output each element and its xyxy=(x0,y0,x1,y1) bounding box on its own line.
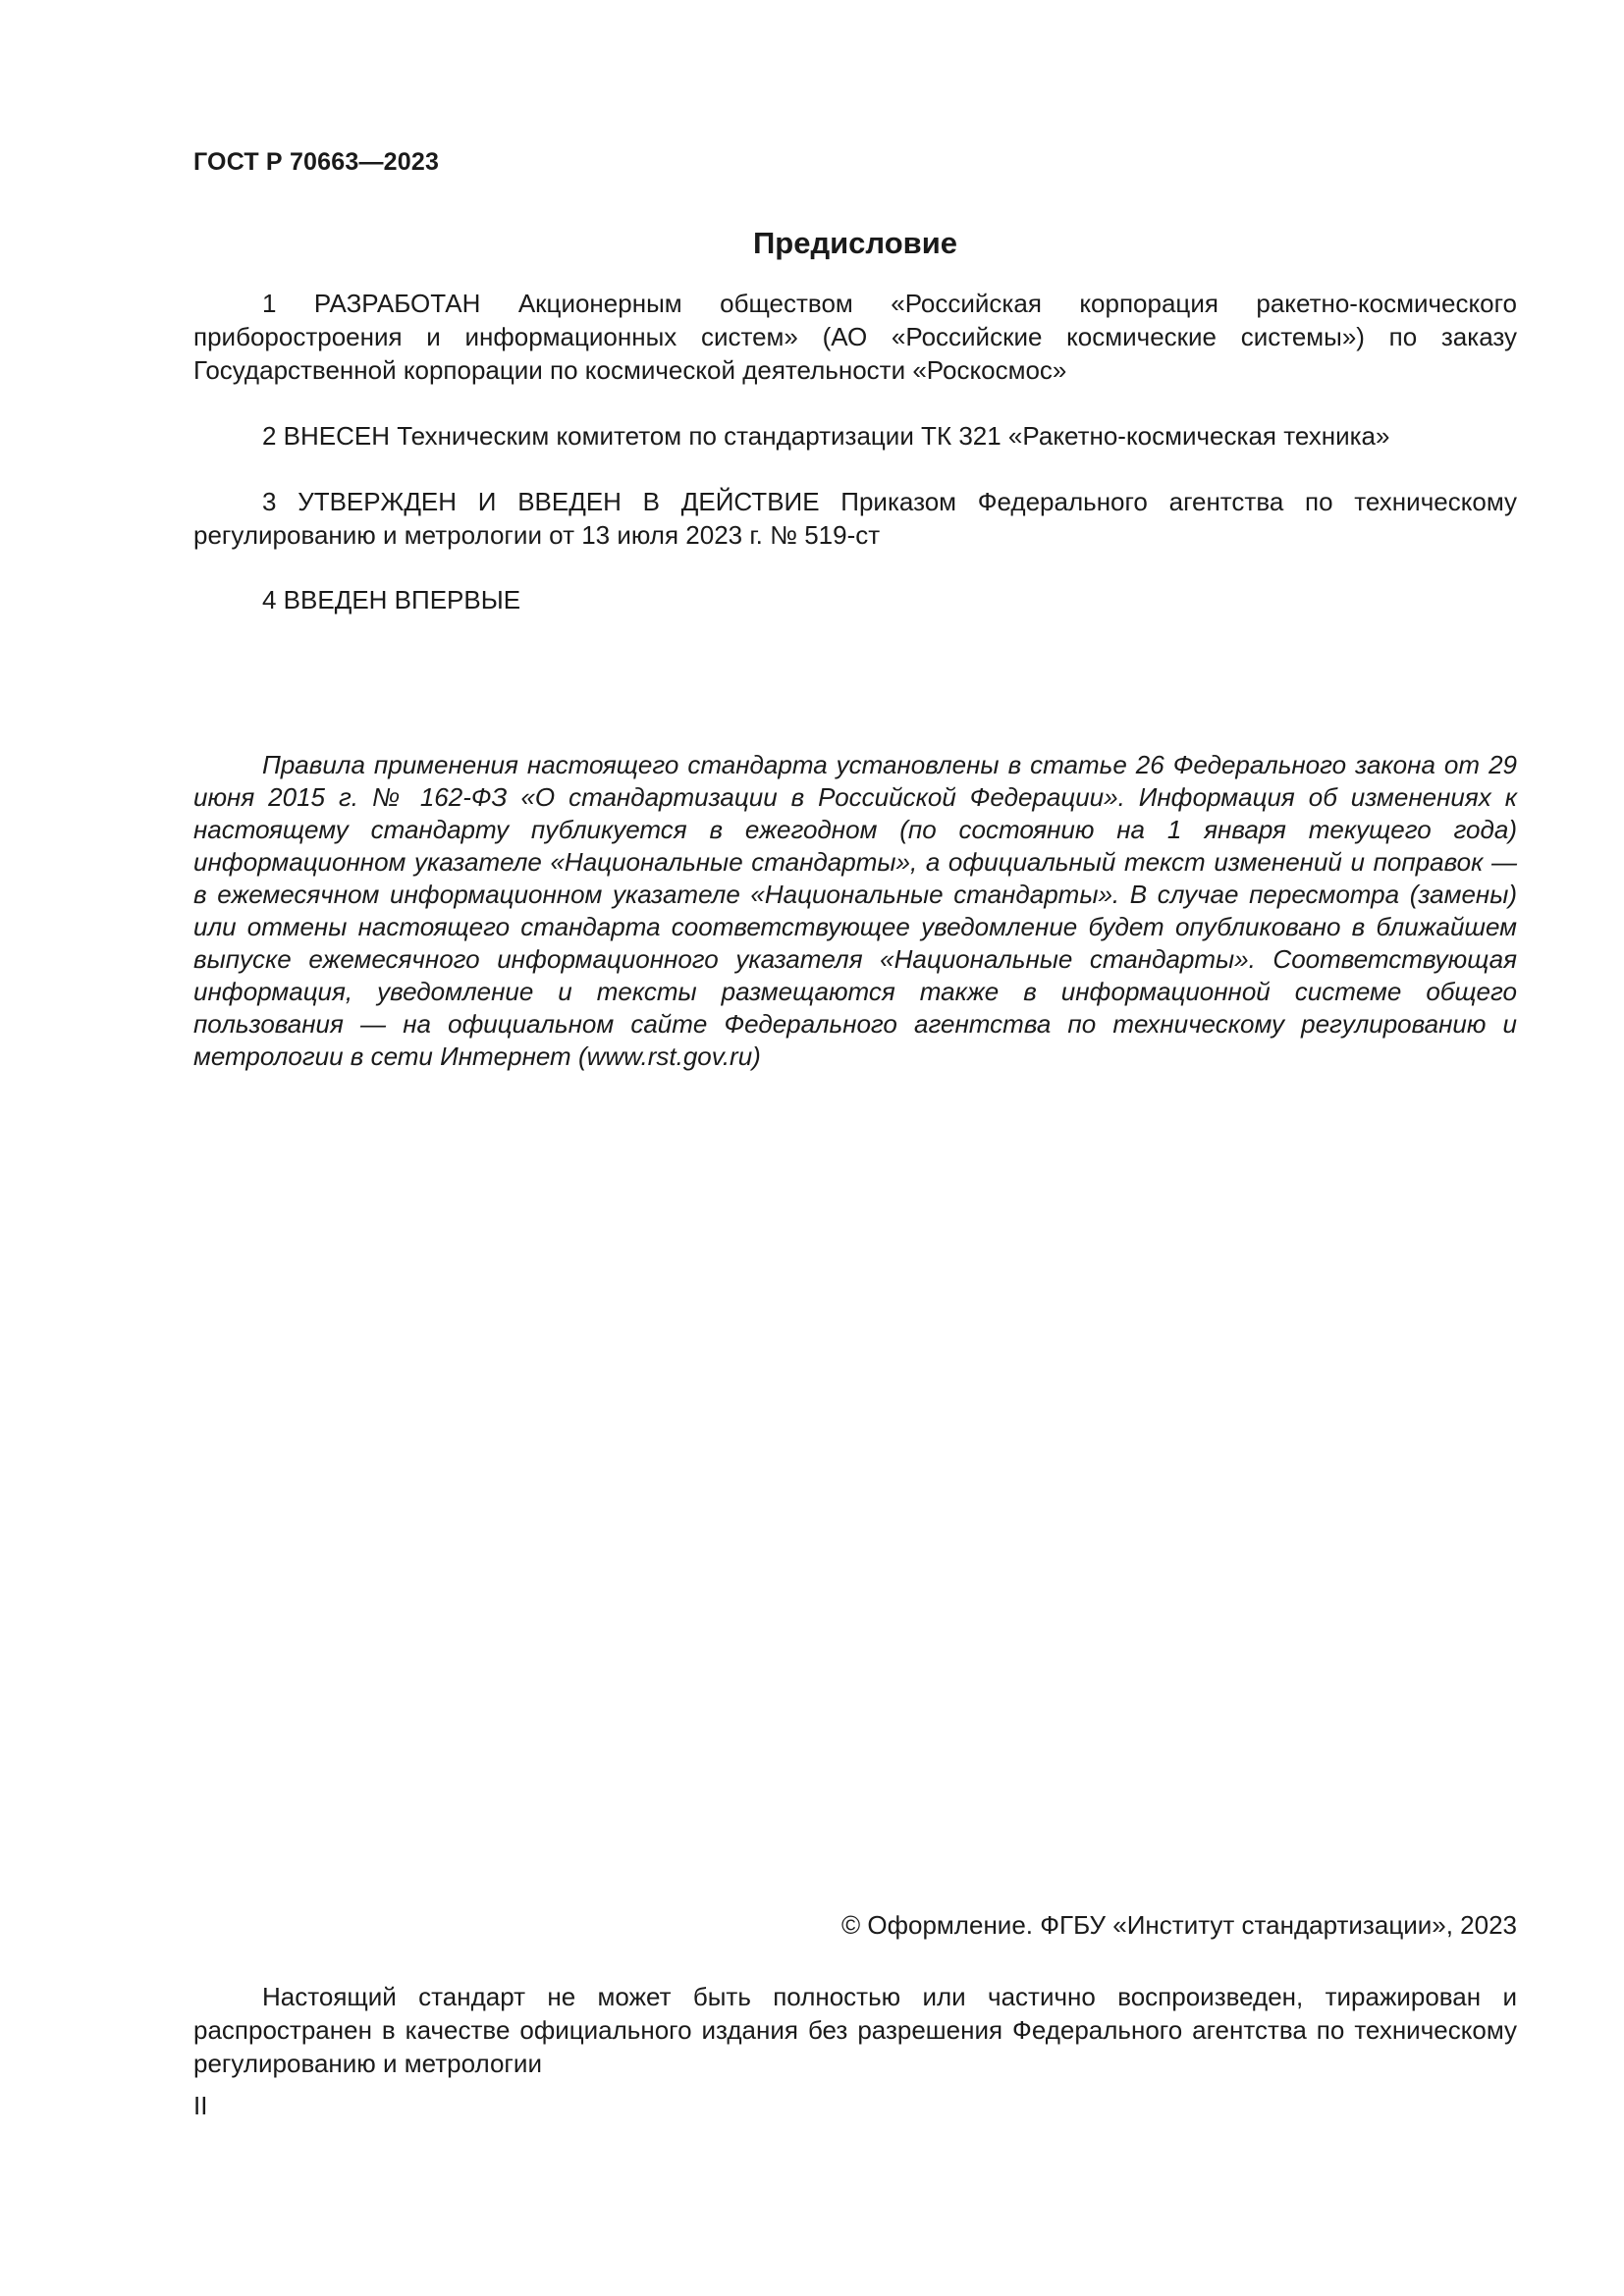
foreword-item-developed: 1 РАЗРАБОТАН Акционерным обществом «Российская корпорация ракетно-космического приборостроения и информационных систем» (АО «Российские космические системы») по заказу Государственной корпорации по космической деятельности «Роскосмос» xyxy=(193,289,1517,385)
page-title: Предисловие xyxy=(752,226,957,260)
page-number: II xyxy=(193,2091,208,2120)
document-code: ГОСТ Р 70663—2023 xyxy=(193,148,440,176)
foreword-item-introduced: 2 ВНЕСЕН Техническим комитетом по стандартизации ТК 321 «Ракетно-космическая техника» xyxy=(262,421,1390,451)
copyright-line: © Оформление. ФГБУ «Институт стандартизации», 2023 xyxy=(841,1910,1517,1940)
application-rules-text: Правила применения настоящего стандарта установлены в статье 26 Федерального закона от 29 июня 2015 г. № 162-ФЗ «О стандартизации в Российской Федерации». Информация об изменениях к настоящему стандарту публикуется в ежегодном (по состоянию на 1 января текущего года) информационном указателе «Национальные стандарты», а официальный текст изменений и поправок — в ежемесячном информационном указателе «Национальные стандарты». В случае пересмотра (замены) или отмены настоящего стандарта соответствующее уведомление будет опубликовано в ближайшем выпуске ежемесячного информационного указателя «Национальные стандарты». Соответствующая информация, уведомление и тексты размещаются также в информационной системе общего пользования — на официальном сайте Федерального агентства по техническому регулированию и метрологии в сети Интернет (www.rst.gov.ru) xyxy=(193,750,1517,1071)
reproduction-notice: Настоящий стандарт не может быть полностью или частично воспроизведен, тиражирован и распространен в качестве официального издания без разрешения Федерального агентства по техническому регулированию и метрологии xyxy=(193,1982,1517,2078)
foreword-item-approved: 3 УТВЕРЖДЕН И ВВЕДЕН В ДЕЙСТВИЕ Приказом Федерального агентства по техническому регулированию и метрологии от 13 июля 2023 г. № 519-ст xyxy=(193,487,1517,550)
foreword-item-first-introduced: 4 ВВЕДЕН ВПЕРВЫЕ xyxy=(262,585,521,614)
